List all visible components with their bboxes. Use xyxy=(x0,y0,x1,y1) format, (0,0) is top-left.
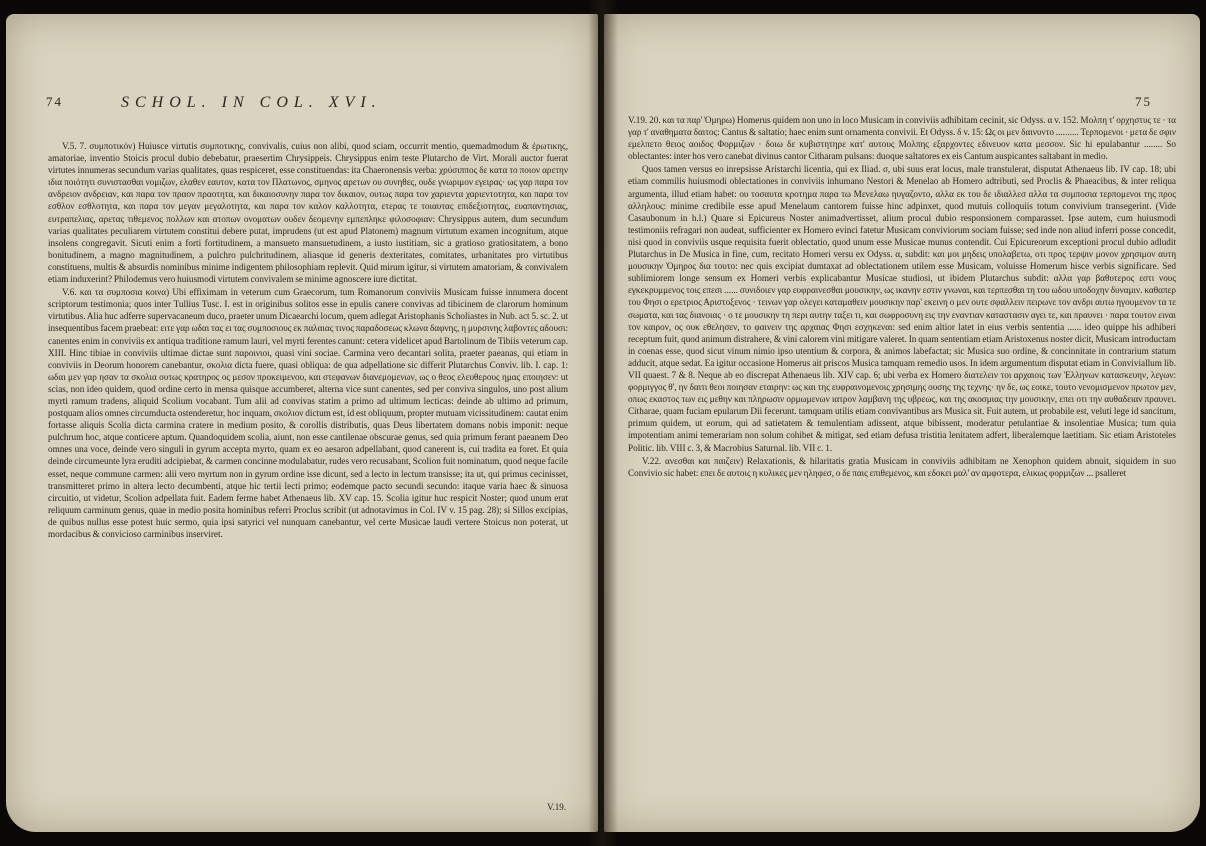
page-number: 75 xyxy=(1135,94,1152,109)
paragraph: Quos tamen versus eo inrepsisse Aristarchi licentia, qui ex Iliad. σ, ubi suus erat locus, male transtulerat, disputat Athenaeus lib. IV cap. 18; ubi etiam commilis huiusmodi oblectationes in conviviis inhumano Nestori & Menelao ab Homero adtributi, sed Proclis & Phaeacibus, & inter reliqua argumenta, illud etiam habet: ου τοσαυτα κροτημα παρα τω Μενελαω ηυγαζοντο, αλλα εκ του δε ιδιαλλεσ αλλα τα συμποσια τερπομενοι της προς αλληλους: minime credibile esse apud Menelaum cantorem fuisse hinc adpinxet, quod mutuis colloquiis totum convivium transegerint. (Vide Casaubonum in h.l.) Quare si Epicureus Noster animadvertisset, alium procul dubio responsionem comparasset. Ipse autem, cum huiusmodi testimoniis refragari non audeat, sufficienter ex Homero evinci fatetur Musicam conviviorum sociam fuisse; sed inde non aliud inferri posse concedit, nisi quod in conviviis usque requisita fuerit oblectatio, quod unum esse Musicae munus contendit. Cui Epicureorum exceptioni procul dubio adludit Plutarchus in De Musica in fine, cum, recitato Homeri versu ex Odyss. α, subdit: και μοι μηδεις υπολαβετω, οτι προς τερψιν μονον χρησιμον αυτη μουσικην Ὁμηρος δια τουτο: nec quis excipiat dumtaxat ad oblectationem utilem esse Musicam, voluisse Homerum hisce verbis significare. Sed sublimiorem longe sensum ex Homeri verbis explicabantur Musicae studiosi, ut ibidem Plutarchus subdit: αλλα γαρ βαθυτερος εστι νους εγκεκρυμμενος τοις επεσι ...... συνιδοιεν γαρ ευφραινεσθαι μουσικην, ως ικανην εστιν γνωναι, και τερπεσθαι τη του ωδου υποδοχην δυναμιν. καθαπερ του Φησι ο ερετριος Αριστοξενος · τεινων γαρ ολεγει καταμαθειν μουσικην παρ' εκεινη ο μεν ουτε σφαλλειν πειρωνε τον ανδρι αυτω ηγουμενον τα τε σωματα, και τας διανοιας · ο τε μουσικην τη περι αυτην ταξει τι, και σωφροσυνη εις την εναντιαν καταστασιν αγει τε, και πραυνει · παρα τουτον ειναι τον καιρον, ος ουκ εθελησεν, το φαινειν της αρχαιας Φησι εσχηκεναι: sed enim altior latet in eius verbis sententia ...... ideo quippe his adhiberi receptum fuit, quod animum distrahere, & vini calorem vini mitigare valeret. In quam sententiam etiam Aristoxenus noster dicit, Musicam introductam in coenas esse, quod sicut vinum nimio ipso utentium & corpora, & animos labefactat; sic Musica suo ordine, & concinnitate in contrarium statum adducit, atque sedat. Ea igitur occasione Homerus ait priscos Musica tamquam remedio usos. In idem argumentum disputat etiam in Conviviallum lib. VII quaest. 7 & 8. Neque ab eo discrepat Athenaeus lib. XIV cap. 6; ubi verba ex Homero διατελειν τοι αρχαιοις των Ἑλληνων κατασκευην, λεγων: φορμιγγος θ', ην δαιτι θεοι ποιησαν εταιρην: ως και της ευφραινομενοις χρησιμης ουσης της τεχνης· ην δε, ως εοικε, τουτο νενομισμενον πρωτον μεν, οπως εκαστος των εις μεθην και πληρωσιν ορμωμενων ιατρον λαμβανη της υβρεως, και της ακοσμιας την μουσικην, επει οτι την αυθαδειαν πραυνει. Citharae, quam fuciam epularum Dii fecerunt. tamquam utilis etiam convivantibus ars Musica sit. Fuit autem, ut probabile est, veluti lege id sancitum, primum quidem, ut eorum, qui ad satietatem & temulentiam adissent, atque bibissent, moderatur petulantiae & insolentiae Musica; tum quia impotentiam animi temerariam non solum cohibet & mitigat, sed etiam defusa tristitia lenitatem adfert, liberalemque laetitiam. Sic etiam Aristoteles Politic. lib. VIII c. 3, & Macrobius Saturnal. lib. VII c. 1. xyxy=(628,164,1176,453)
paragraph: V.6. και τα συμποσια κοινα) Ubi effiximam in veterum cum Graecorum, tum Romanorum conviviis Musicam fuisse innumera docent scriptorum testimonia; quos inter Tullius Tusc. I. est in originibus solitos esse in epulis canere convivas ad tibicinem de clarorum hominum virtutibus. Alia huc adferre supervacaneum duco, praeter unum Dicaearchi locum, quem adlegat Aristophanis Scholiastes in Nub. act 5. sc. 2. ut insequentibus facem praebeat: ειτε γαρ ωδαι τας ει τας συμποσιους εκ παλαιας τινος παραδοσεως κλωνα δαφνης, η μυρσινης λαβοντες αδουσι: canentes enim in conviviis ex antiqua traditione ramum lauri, vel myrti ferentes canunt: cetera videlicet apud Bartolinum de Tibiis veterum cap. XIII. Hinc tibiae in conviviis ultimae dictae sunt παροινιοι, quasi vini sociae. Carmina vero decantari solita, praeter paeanas, qui etiam in conviviis in Deorum honorem canebantur, σκολια dicta fuere, quasi obliqua: de qua adpellatione sic differit Plutarchus Conviv. lib. I. cap. 1: ωδαι μεν γαρ ησαν τα σκολια ουτως κρατηρος ος μεσον προκειμενου, και στεφανων διανεμομενων, ως ο θεος ελευθερους ημας εποιησεν: ut scias, non ideo quidem, quod ordine certo in mensa quisque accumberet, alterna vice sunt canentes, sed per conviva singulos, uno post alium myrti ramum tradens, aliquid Scolium vocabant. Tum alii ad convivas statim a primo ad ultimum lecticas: deinde ab ultimo ad primum, postquam alios omnes circumducta ostenderetur, hoc inquam, σκολιον dictum est, id est obliquum, propter mutuam vicissitudinem: cautat enim fortasse aliquis Scolia dicta carmina cratere in medium posito, & corollis distributis, quas Deus libertatem domans nobis imponit: neque pulchrum hoc, atque conticere aptum. Quandoquidem scolia, aiunt, non esse cantilenae obscurae genus, sed quia primum ferant paeanem Deo omnes una voce, deinde vero singuli in gyrum accepta myrto, quam ex eo aesaron adpellabant, quod canerent is, cui tradita ea foret. Et quia deinde circumeunte lyra eruditi adcipiebat, & carmen concinne modulabatur, rudes vero recusabant, Scolion fuit nominatum, quod neque facile esset, neque commune carmen: alii vero myrtum non in gyrum ordine isse dicunt, sed a lecto in lectum transisse; ita ut, qui primus cecinisset, transmitteret primo in altera lecto decumbenti, atque hic tertii lecti primo; eodemque pacto secundi secundo: itaque varia haec & sinuosa circuitio, ut videtur, Scolion adpellata fuit. Eadem ferme habet Athenaeus lib. XV cap. 15. Scolia igitur huc respicit Noster; quod unum erat reliquum carminum genus, quae in medio posita hominibus referri Proclus scribit (ut adnotavimus in Col. IV v. 15 pag. 28); si Sillos excipias, de quibus nullus esse potest huic sermo, quia ipsi satyrici vel nunquam canebantur, vel certe Musicae laudi vertere Stoicus non poterat, ut mordacibus & convicioso carminibus inserviret. xyxy=(48,287,568,539)
catchword: V.19. xyxy=(547,802,566,812)
left-page xyxy=(6,14,598,832)
paragraph: V.19. 20. και τα παρ' Ὁμηρω) Homerus quidem non uno in loco Musicam in conviviis adhibitam cecinit, sic Odyss. α v. 152. Μολπη τ' ορχηστυς τε · τα γαρ τ' αναθηματα δαιτος: Cantus & saltatio; haec enim sunt ornamenta convivii. Et Odyss. δ v. 15: Ως οι μεν δαινυντο .......... Τερπομενοι · μετα δε σφιν εμελπετο θειος αοιδος Φορμιζων · δοιω δε κυβιστητηρε κατ' αυτους Μολπης εξαρχοντες εδινευον κατα μεσσον. Sic hi epulabantur ........ So oblectantes: inter hos vero canebat divinus cantor Citharam pulsans: duoque saltatores ex eis Cantum auspicantes saltabant in medio. xyxy=(628,115,1176,162)
paragraph: V.22. ανεσθαι και παιζειν) Relaxationis, & hilaritatis gratia Musicam in conviviis adhibitam ne Xenophon quidem abnuit, siquidem in suo Convivio sic habet: επει δε αυτοις η κυλικες μεν ηληφεσ, ο δε παις επιθεμενος, και εδοκει μαλ' αν αμφοτερα, ελικως φορμιζων ... psalleret xyxy=(628,455,1176,478)
page-number: 74 xyxy=(46,94,63,109)
body-text xyxy=(48,140,568,800)
right-page xyxy=(604,14,1200,832)
body-text xyxy=(628,114,1176,814)
running-title: SCHOL. IN COL. XVI. xyxy=(121,94,382,111)
paragraph: V.5. 7. συμποτικόν) Huiusce virtutis συμποτικης, convivalis, cuius non alibi, quod sciam, occurrit mentio, quemadmodum & ἐρωτικης, amatoriae, inventio Stoicis procul dubio debebatur, praesertim Chrysippeis. Chrysippus enim teste Plutarcho de Virt. Morali auctor fuerat virtutes innumeras secundum varias qualitates, quas respiceret, esse constituendas: ita Chaeronensis verba: χρύσιππος δε κατα το ποιον αρετην ιδια ποιότητι συνιστασθαι νομιζων, ελαθεν εαυτον, κατα τον Πλατωνος, σμηνος αρετων ου συνηθες, ουδε γνωριμον εγειρας· ως γαρ παρα τον ανδρειον ανδρειαν, και παρα τον πραον πραοτητα, και δικαιοσυνην παρα τον δικαιον, ουτως παρα τον χαριεντα χαριεντοτητα, και παρα τον εσθλον εσθλοτητα, και παρα τον μεγαν μεγαλοτητα, και παρα τον καλον καλλοτητα, ετερας τε τοιαυτας επιδεξιοτητας, ευαπαντησιας, ευτραπελιας, αρετας τιθεμενος πολλων και ατοπων ονοματων ουδεν δεομενην εμπεπληκε φιλοσοφιαν: Chrysippus autem, dum secundum varias qualitates peculiarem virtutem constitui debere putat, imprudens (ut est apud Platonem) magnum virtutum examen incognitum, atque insolens congregavit. Sicuti enim a forti fortitudinem, a mansueto mansuetudinem, a iusto iustitiam, sic a gratioso gratiositatem, a bono bonitudinem, a magno magnitudinem, a pulchro pulchritudinem, aliasque id generis dexteritates, comitates, urbanitates pro virtutibus constituens, multis & absurdis nominibus minime indigentem philosophiam replevit. Quid mirum igitur, si virtutem amatoriam, & convivalem etiam induxerint? Philodemus vero huiusmodi virtutem convivalem se minime agnoscere iure dictitat. xyxy=(48,141,568,285)
